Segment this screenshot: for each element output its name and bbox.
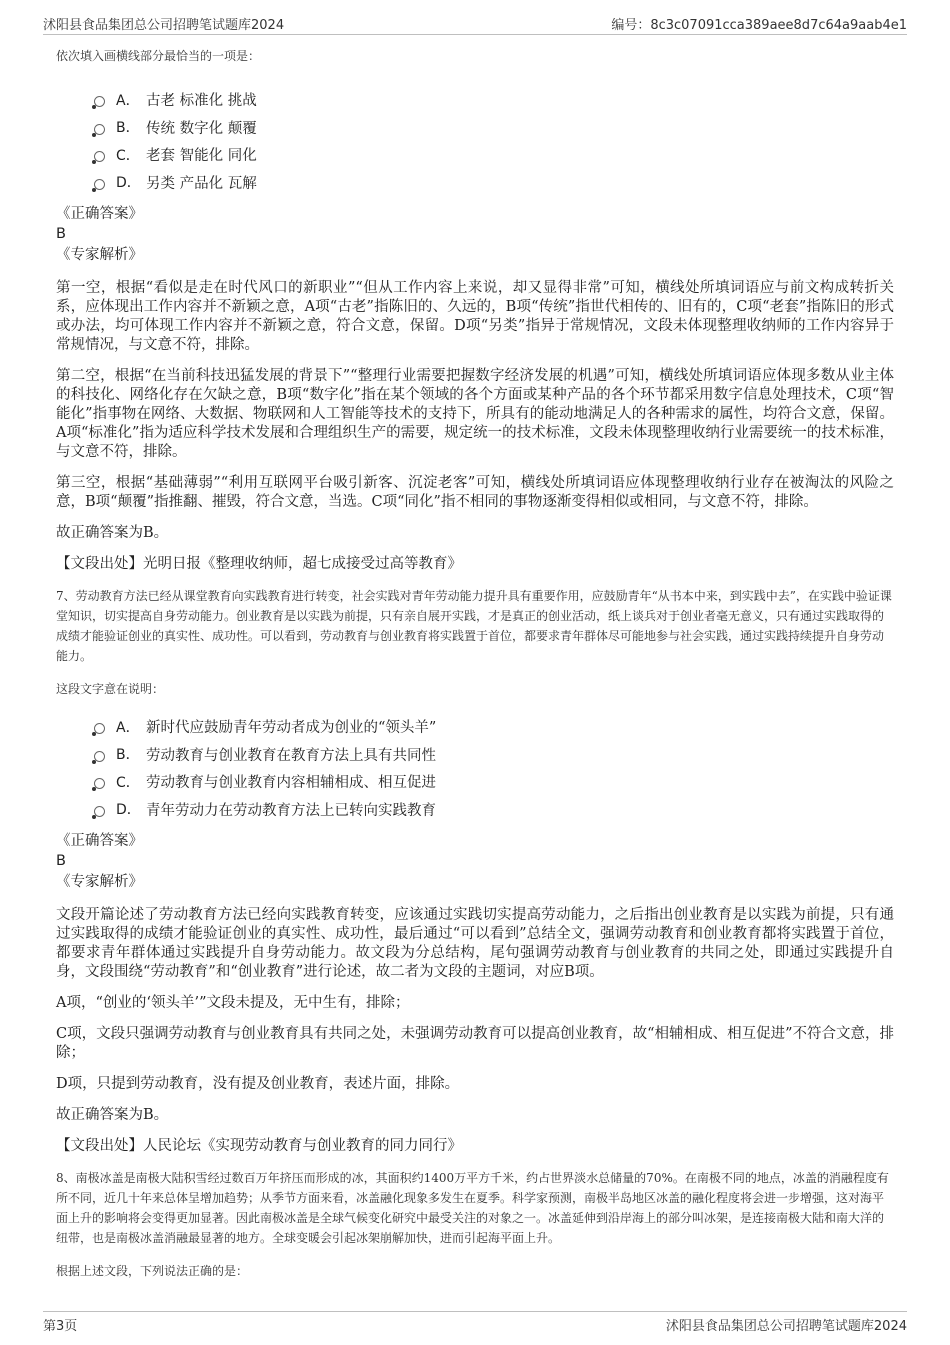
q6-analysis-paragraph: 第三空，根据“基础薄弱”“利用互联网平台吸引新客、沉淀老客”可知，横线处所填词语应体现整理收纳行业存在被淘汰的风险之意，B项“颠覆”指推翻、摧毁，符合文意，当选。C项“同化”指不相同的事物逐渐变得相似或相同，与文意不符，排除。 [56,475,894,510]
q6-analysis-label: 《专家解析》 [56,247,143,263]
q7-analysis-paragraph: C项，文段只强调劳动教育与创业教育具有共同之处，未强调劳动教育可以提高创业教育，故“相辅相成、相互促进”不符合文意，排除； [56,1026,894,1061]
q7-option-b[interactable] [94,741,894,769]
option-key: A． [116,92,140,109]
q6-analysis-paragraph: 第二空，根据“在当前科技迅猛发展的背景下”“整理行业需要把握数字经济发展的机遇”可知，横线处所填词语应体现多数从业主体的科技化、网络化存在欠缺之意，B项“数字化”指在某个领域的各个方面或某种产品的各个环节都采用数字信息处理技术，C项“智能化”指事物在网络、大数据、物联网和人工智能等技术的支持下，所具有的能动地满足人的各种需求的属性，均符合文意，保留。A项“标准化”指为适应科学技术发展和合理组织生产的需要，规定统一的技术标准，文段未体现整理收纳行业需要统一的技术标准，与文意不符，排除。 [56,368,894,460]
option-key: C． [116,774,140,791]
q7-option-a[interactable] [94,713,894,741]
option-text: 劳动教育与创业教育内容相辅相成、相互促进 [146,775,436,792]
footer-page-number: 第3页 [43,1319,78,1334]
q7-options [94,713,894,823]
option-text: 老套 智能化 同化 [146,148,257,165]
q7-option-c[interactable] [94,768,894,796]
q6-answer-label: 《正确答案》 [56,206,143,222]
header-title: 沭阳县食品集团总公司招聘笔试题库2024 [43,18,285,33]
q7-stem: 这段文字意在说明： [56,682,165,696]
q6-option-c[interactable] [94,141,894,169]
option-key: B． [116,747,140,764]
q7-analysis-label: 《专家解析》 [56,874,143,890]
option-text: 另类 产品化 瓦解 [146,175,257,192]
q7-passage: 7、劳动教育方法已经从课堂教育向实践教育进行转变，社会实践对青年劳动能力提升具有重要作用，应鼓励青年“从书本中来，到实践中去”，在实践中验证课堂知识，切实提高自身劳动能力。创业教育是以实践为前提，只有亲自展开实践，才是真正的创业活动，纸上谈兵对于创业者毫无意义，只有通过实践取得的成绩才能验证创业的真实性、成功性。可以看到，劳动教育与创业教育将实践置于首位，都要求青年群体尽可能地参与社会实践，通过实践持续提升自身劳动能力。 [56,589,892,663]
option-key: D． [116,802,141,819]
option-text: 劳动教育与创业教育在教育方法上具有共同性 [146,747,436,764]
q6-conclusion: 故正确答案为B。 [56,525,169,541]
q6-option-b[interactable] [94,114,894,142]
q8-passage: 8、南极冰盖是南极大陆积雪经过数百万年挤压而形成的冰，其面积约1400万平方千米，约占世界淡水总储量的70%。在南极不同的地点，冰盖的消融程度有所不同，近几十年来总体呈增加趋势；从季节方面来看，冰盖融化现象多发生在夏季。科学家预测，南极半岛地区冰盖的融化程度将会进一步增强，这对海平面上升的影响将会变得更加显著。因此南极冰盖是全球气候变化研究中最受关注的对象之一。冰盖延伸到沿岸海上的部分叫冰架，是连接南极大陆和南大洋的纽带，也是南极冰盖消融最显著的地方。全球变暖会引起冰架崩解加快，进而引起海平面上升。 [56,1171,889,1245]
radio-icon[interactable] [94,751,105,762]
radio-icon[interactable] [94,151,105,162]
option-text: 新时代应鼓励青年劳动者成为创业的“领头羊” [146,720,437,737]
q6-answer: B [56,226,66,242]
q7-answer-label: 《正确答案》 [56,833,143,849]
q7-analysis-paragraph: A项，“创业的‘领头羊’”文段未提及，无中生有，排除； [56,995,410,1011]
q7-analysis-paragraph: 文段开篇论述了劳动教育方法已经向实践教育转变，应该通过实践切实提高劳动能力，之后指出创业教育是以实践为前提，只有通过实践取得的成绩才能验证创业的真实性、成功性，最后通过“可以看到”总结全文，强调劳动教育和创业教育都将实践置于首位，都要求青年群体通过实践提升自身劳动能力。故文段为分总结构，尾句强调劳动教育与创业教育的共同之处，即通过实践提升自身，文段围绕“劳动教育”和“创业教育”进行论述，故二者为文段的主题词，对应B项。 [56,907,894,980]
option-text: 青年劳动力在劳动教育方法上已转向实践教育 [146,802,436,819]
q8-stem: 根据上述文段，下列说法正确的是： [56,1264,249,1278]
page-header [43,12,907,35]
radio-icon[interactable] [94,96,105,107]
q6-stem: 依次填入画横线部分最恰当的一项是： [56,49,261,63]
q6-option-a[interactable] [94,86,894,114]
q6-option-d[interactable] [94,169,894,197]
option-text: 传统 数字化 颠覆 [146,120,257,137]
page-footer [43,1311,907,1336]
option-key: B． [116,120,140,137]
page-content [56,44,894,1281]
header-code: 编号：8c3c07091cca389aee8d7c64a9aab4e1 [611,18,907,33]
option-key: C． [116,147,140,164]
radio-icon[interactable] [94,179,105,190]
q6-options [94,86,894,196]
radio-icon[interactable] [94,806,105,817]
q7-analysis-paragraph: D项，只提到劳动教育，没有提及创业教育，表述片面，排除。 [56,1076,460,1092]
q6-source: 【文段出处】光明日报《整理收纳师，超七成接受过高等教育》 [56,556,462,572]
option-key: D． [116,175,141,192]
q7-answer: B [56,853,66,869]
radio-icon[interactable] [94,778,105,789]
q7-option-d[interactable] [94,796,894,824]
option-key: A． [116,719,140,736]
radio-icon[interactable] [94,723,105,734]
q7-conclusion: 故正确答案为B。 [56,1107,169,1123]
radio-icon[interactable] [94,124,105,135]
q7-source: 【文段出处】人民论坛《实现劳动教育与创业教育的同力同行》 [56,1138,462,1154]
footer-title: 沭阳县食品集团总公司招聘笔试题库2024 [665,1319,907,1334]
option-text: 古老 标准化 挑战 [146,93,257,110]
q6-analysis-paragraph: 第一空，根据“看似是走在时代风口的新职业”“但从工作内容上来说，却又显得非常”可知，横线处所填词语应与前文构成转折关系，应体现出工作内容并不新颖之意，A项“古老”指陈旧的、久远的，B项“传统”指世代相传的、旧有的，C项“老套”指陈旧的形式或办法，均可体现工作内容并不新颖之意，符合文意，保留。D项“另类”指异于常规情况，文段未体现整理收纳师的工作内容异于常规情况，与文意不符，排除。 [56,280,894,353]
